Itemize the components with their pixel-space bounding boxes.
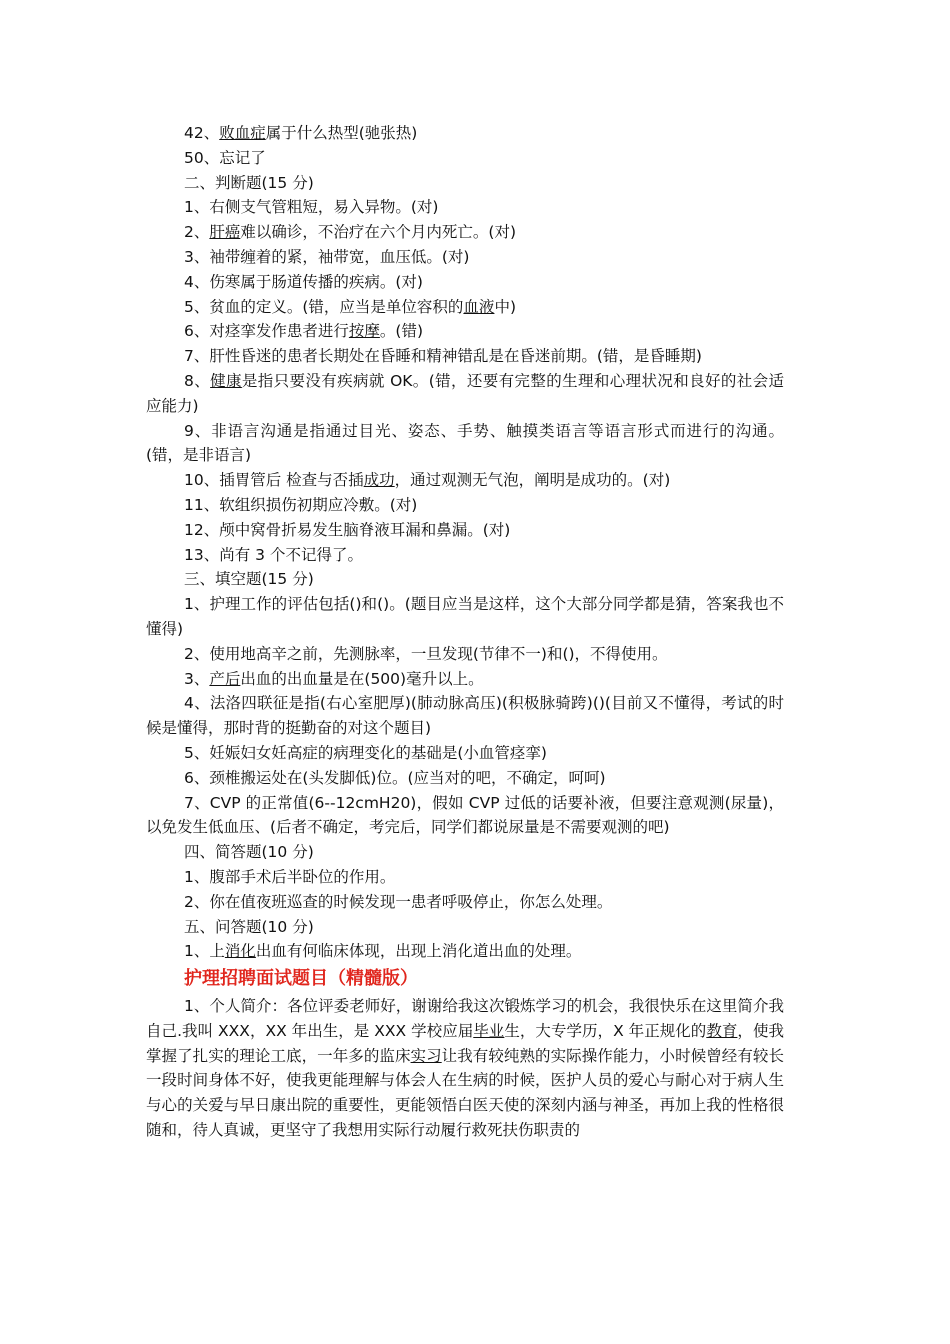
paragraph-text: 1、腹部手术后半卧位的作用。 (184, 867, 396, 886)
paragraph-text: 出血有何临床体现，出现上消化道出血的处理。 (255, 942, 582, 961)
paragraph (146, 994, 784, 1143)
paragraph (146, 121, 784, 146)
paragraph (146, 766, 784, 791)
paragraph-text: 1、上 (184, 942, 225, 961)
paragraph (146, 791, 784, 841)
interview-section (146, 994, 784, 1143)
paragraph-text: 中) (494, 297, 516, 316)
paragraph-text: 4、法洛四联征是指(右心室肥厚)(肺动脉高压)(积极脉骑跨)()(目前又不懂得，考试的时候是懂得，那时背的挺勤奋的对这个题目) (146, 694, 784, 738)
document-body (146, 121, 784, 1143)
paragraph-text: 四、简答题(10 分) (184, 843, 314, 862)
paragraph-text: 2、 (184, 223, 210, 242)
paragraph (146, 890, 784, 915)
paragraph-text: 1、护理工作的评估包括()和()。(题目应当是这样，这个大部分同学都是猜，答案我也不懂得) (146, 595, 784, 638)
paragraph (146, 146, 784, 171)
paragraph (146, 319, 784, 344)
paragraph-text: 7、CVP 的正常值(6--12cmH20)，假如 CVP 过低的话要补液，但要注意观测(尿量)，以免发生低血压、(后者不确定，考完后，同学们都说尿量是不需要观测的吧) (146, 793, 784, 837)
paragraph-text: 2、你在值夜班巡查的时候发现一患者呼吸停止，你怎么处理。 (184, 892, 613, 911)
paragraph-text: 5、妊娠妇女妊高症的病理变化的基础是(小血管痉挛) (184, 743, 547, 762)
paragraph-text: 三、填空题(15 分) (184, 570, 314, 589)
paragraph-text: 二、判断题(15 分) (184, 173, 314, 192)
paragraph-text: 11、软组织损伤初期应冷敷。(对) (184, 495, 418, 514)
paragraph (146, 195, 784, 220)
paragraph-text: 1、右侧支气管粗短，易入异物。(对) (184, 198, 439, 217)
paragraph (146, 220, 784, 245)
paragraph-text: 9、非语言沟通是指通过目光、姿态、手势、触摸类语言等语言形式而进行的沟通。(错，是非语言) (146, 421, 784, 465)
paragraph-text: 属于什么热型(驰张热) (265, 124, 418, 142)
paragraph-text: 8、 (184, 371, 211, 390)
paragraph (146, 344, 784, 369)
paragraph-text: 42、 (184, 124, 220, 142)
paragraph-text: 3、 (184, 669, 210, 688)
paragraph (146, 915, 784, 940)
paragraph (146, 567, 784, 592)
paragraph (146, 493, 784, 518)
keyword-link[interactable]: 败血症 (219, 124, 266, 142)
paragraph-text: 2、使用地高辛之前，先测脉率，一旦发现(节律不一)和()，不得使用。 (184, 644, 668, 663)
paragraph (146, 691, 784, 741)
paragraph (146, 270, 784, 295)
paragraph (146, 543, 784, 568)
paragraph-text: ，使我掌握了扎实的理论工底，一年多的监床 (146, 1021, 784, 1065)
paragraph (146, 840, 784, 865)
paragraph-text: 7、肝性昏迷的患者长期处在昏睡和精神错乱是在昏迷前期。(错，是昏睡期) (184, 347, 702, 366)
paragraph (146, 468, 784, 493)
paragraph (146, 667, 784, 692)
paragraph-text: 出血的出血量是在(500)毫升以上。 (240, 669, 484, 688)
keyword-link[interactable]: 教育 (706, 1021, 738, 1040)
paragraph (146, 518, 784, 543)
paragraph-text: 13、尚有 3 个不记得了。 (184, 545, 363, 564)
paragraph-text: 4、伤寒属于肠道传播的疾病。(对) (184, 272, 423, 291)
paragraph-text: ，通过观测无气泡，阐明是成功的。(对) (394, 471, 671, 490)
exam-recall-section (146, 121, 784, 964)
paragraph (146, 592, 784, 642)
paragraph-text: 。(错) (379, 322, 423, 341)
paragraph-text: 6、对痉挛发作患者进行 (184, 322, 349, 341)
keyword-link[interactable]: 血液 (463, 297, 495, 316)
paragraph-text: 50、忘记了 (184, 148, 266, 167)
keyword-link[interactable]: 健康 (210, 371, 242, 390)
keyword-link[interactable]: 按摩 (348, 322, 380, 341)
paragraph (146, 741, 784, 766)
keyword-link[interactable]: 产后 (209, 669, 241, 688)
paragraph-text: 五、问答题(10 分) (184, 917, 314, 936)
paragraph (146, 939, 784, 964)
paragraph (146, 369, 784, 419)
paragraph-text: 3、袖带缠着的紧，袖带宽，血压低。(对) (184, 247, 470, 266)
paragraph-text: 6、颈椎搬运处在(头发脚低)位。(应当对的吧，不确定，呵呵) (184, 768, 606, 787)
paragraph (146, 171, 784, 196)
paragraph-text: 是指只要没有疾病就 OK。(错，还要有完整的生理和心理状况和良好的社会适应能力) (146, 371, 784, 415)
keyword-link[interactable]: 毕业 (473, 1021, 505, 1040)
paragraph-text: 难以确诊，不治疗在六个月内死亡。(对) (240, 223, 516, 242)
paragraph-text: 5、贫血的定义。(错，应当是单位容积的 (184, 297, 464, 316)
section-heading: 护理招聘面试题目（精髓版） (184, 968, 418, 990)
paragraph (146, 865, 784, 890)
paragraph-text: 让我有较纯熟的实际操作能力，小时候曾经有较长一段时间身体不好，使我更能理解与体会人在生病的时候，医护人员的爱心与耐心对于病人生与心的关爱与早日康出院的重要性，更能领悟白医天使的深刻内涵与神圣，再加上我的性格很随和，待人真诚，更坚守了我想用实际行动履行救死扶伤职责的 (146, 1046, 784, 1140)
paragraph (146, 295, 784, 320)
paragraph (146, 245, 784, 270)
paragraph (146, 642, 784, 667)
paragraph-text: 10、插胃管后 检查与否插 (184, 471, 364, 490)
paragraph-text: 12、颅中窝骨折易发生脑脊液耳漏和鼻漏。(对) (184, 520, 511, 539)
keyword-link[interactable]: 实习 (410, 1046, 442, 1065)
keyword-link[interactable]: 成功 (363, 471, 395, 490)
keyword-link[interactable]: 消化 (224, 942, 256, 961)
paragraph-text: 1、个人简介：各位评委老师好，谢谢给我这次锻炼学习的机会，我很快乐在这里简介我自己.我叫 XXX，XX 年出生，是 XXX 学校应届 (146, 997, 784, 1040)
keyword-link[interactable]: 肝癌 (209, 223, 241, 242)
paragraph-text: 生，大专学历，X 年正规化的 (504, 1021, 707, 1040)
paragraph (146, 419, 784, 469)
